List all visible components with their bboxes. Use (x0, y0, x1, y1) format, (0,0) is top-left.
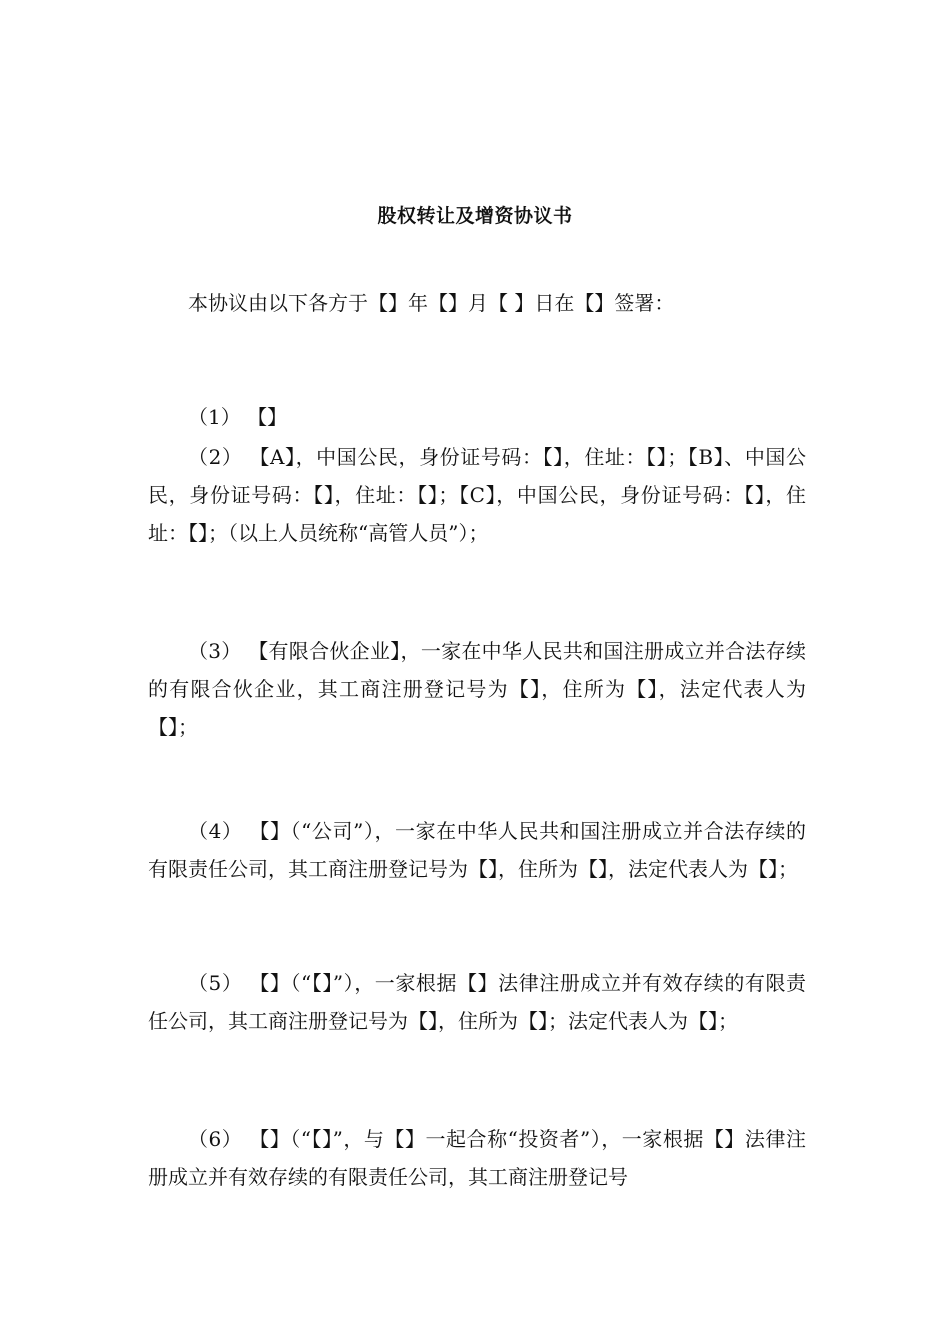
document-title: 股权转让及增资协议书 (377, 205, 573, 227)
party-6-paragraph: （6） 【】（“【】”，与【】一起合称“投资者”），一家根据【】法律注册成立并有效存续的有限责任公司，其工商注册登记号 (148, 1127, 806, 1189)
party-5-paragraph: （5） 【】（“【】”），一家根据【】法律注册成立并有效存续的有限责任公司，其工商注册登记号为【】，住所为【】；法定代表人为【】； (148, 971, 806, 1033)
party-2-paragraph: （2） 【A】，中国公民，身份证号码：【】，住址：【】；【B】、中国公民，身份证号码：【】，住址：【】；【C】，中国公民，身份证号码：【】，住址：【】；（以上人员统称“高管人员”）； (148, 445, 806, 545)
party-3-paragraph: （3） 【有限合伙企业】，一家在中华人民共和国注册成立并合法存续的有限合伙企业，其工商注册登记号为【】，住所为【】，法定代表人为【】； (148, 639, 806, 739)
intro-paragraph: 本协议由以下各方于【】年【】月【 】日在【】签署： (188, 291, 675, 315)
party-1-paragraph: （1） 【】 (188, 405, 288, 429)
party-4-paragraph: （4） 【】（“公司”），一家在中华人民共和国注册成立并合法存续的有限责任公司，其工商注册登记号为【】，住所为【】，法定代表人为【】； (148, 819, 806, 881)
